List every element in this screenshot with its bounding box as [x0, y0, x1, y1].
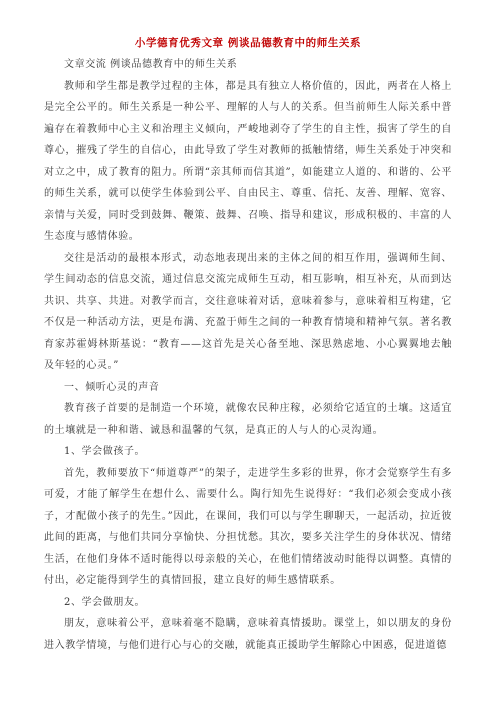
document-title: 小学德育优秀文章 例谈品德教育中的师生关系 — [134, 37, 362, 49]
paragraph-body: 首先，教师要放下“师道尊严”的架子，走进学生多彩的世界，你才会觉察学生有多可爱，才能了解学生在想什么、需要什么。陶行知先生说得好：“我们必须会变成小孩子，才配做小孩子的先生。”因此，在课间，我们可以与学生聊聊天，一起活动，拉近彼此间的距离，与他们共同分享愉快、分担忧愁。其次，要多关注学生的身体状况、情绪生活，在他们身体不适时能得以母亲般的关心，在他们情绪波动时能得以调整。真情的付出，必定能得到学生的真情回报，建立良好的师生感情联系。 — [44, 467, 452, 586]
section-heading: 一、倾听心灵的声音 — [64, 381, 160, 393]
subsection-heading: 2、学会做朋友。 — [64, 596, 146, 608]
subsection-heading: 1、学会做孩子。 — [64, 446, 146, 457]
paragraph-body: 教育孩子首要的是制造一个环境，就像农民种庄稼，必须给它适宜的土壤。这适宜的土壤就是一种和谐、诚恳和温馨的气氛，是真正的人与人的心灵沟通。 — [44, 403, 452, 436]
paragraph-body: 交往是活动的最根本形式，动态地表现出来的主体之间的相互作用，强调师生间、学生间动态的信息交流，通过信息交流完成师生互动，相互影响，相互补充，从而到达共识、共享、共进。对教学而言，交往意味着对话，意味着参与，意味着相互构建，它不仅是一种活动方法，更是布满、充盈于师生之间的一种教育情境和精神气氛。著名教育家苏霍姆林斯基说：“教育——这首先是关心备至地、深思熟虑地、小心翼翼地去触及年轻的心灵。” — [44, 252, 452, 371]
paragraph-body: 教师和学生都是教学过程的主体，都是具有独立人格价值的，因此，两者在人格上是完全公平的。师生关系是一种公平、理解的人与人的关系。但当前师生人际关系中普遍存在着教师中心主义和治理主义倾向，严峻地剥夺了学生的自主性，损害了学生的自尊心，摧残了学生的自信心，由此导致了学生对教师的抵触情绪，师生关系处于冲突和对立之中，成了教育的阻力。所谓“亲其师而信其道”，如能建立人道的、和谐的、公平的师生关系，就可以使学生体验到公平、自由民主、尊重、信托、友善、理解、宽容、亲情与关爱，同时受到鼓舞、鞭策、鼓舞、召唤、指导和建议，形成积极的、丰富的人生态度与感情体验。 — [44, 80, 452, 242]
paragraph-subtitle: 文章交流 例谈品德教育中的师生关系 — [64, 59, 238, 70]
paragraph-body: 朋友，意味着公平，意味着毫不隐瞒，意味着真情援助。课堂上，如以朋友的身份进入教学情境，与他们进行心与心的交融，就能真正援助学生解除心中困惑，促进道德 — [44, 618, 452, 651]
